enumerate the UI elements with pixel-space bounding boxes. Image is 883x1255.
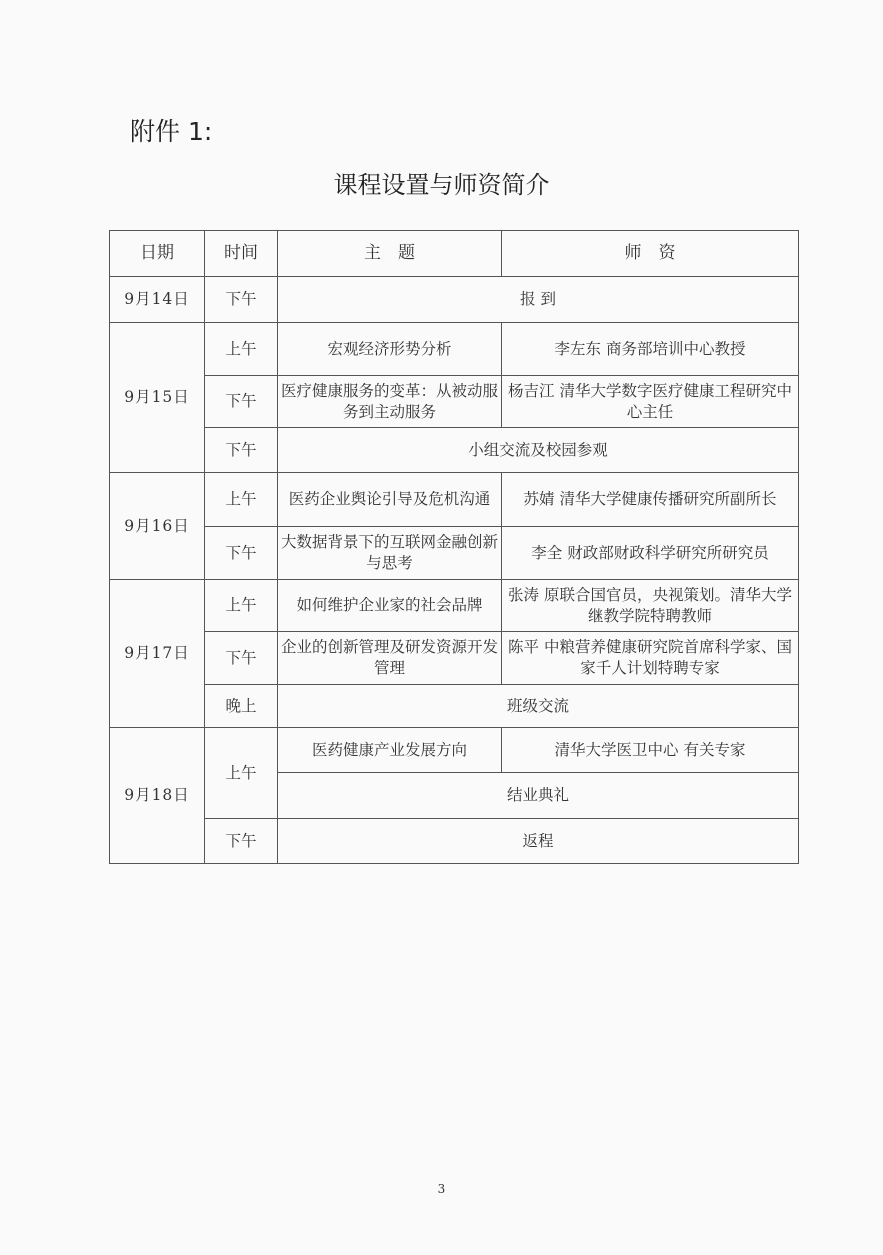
faculty-cell: 李全 财政部财政科学研究所研究员: [502, 527, 799, 580]
attachment-label: 附件 1:: [130, 117, 213, 146]
date-cell: 9月14日: [110, 277, 205, 323]
faculty-cell: 张涛 原联合国官员，央视策划。清华大学继教学院特聘教师: [502, 580, 799, 632]
table-row: [110, 685, 799, 728]
time-cell: 上午: [205, 473, 278, 527]
time-cell: 上午: [205, 580, 278, 632]
faculty-cell: 苏婧 清华大学健康传播研究所副所长: [502, 473, 799, 527]
table-row: [110, 632, 799, 685]
faculty-cell: 清华大学医卫中心 有关专家: [502, 728, 799, 773]
schedule-table: [109, 230, 799, 864]
time-cell: 上午: [205, 323, 278, 376]
topic-cell: 宏观经济形势分析: [278, 323, 502, 376]
merged-activity-cell: 小组交流及校园参观: [278, 428, 799, 473]
merged-activity-cell: 结业典礼: [278, 773, 799, 819]
header-time: 时间: [205, 231, 278, 277]
faculty-cell: 杨吉江 清华大学数字医疗健康工程研究中心主任: [502, 376, 799, 428]
topic-cell: 医疗健康服务的变革：从被动服务到主动服务: [278, 376, 502, 428]
header-faculty: 师 资: [502, 231, 799, 277]
date-cell: 9月17日: [110, 580, 205, 728]
merged-activity-cell: 返程: [278, 819, 799, 864]
merged-activity-cell: 班级交流: [278, 685, 799, 728]
merged-activity-cell: 报 到: [278, 277, 799, 323]
topic-cell: 医药企业舆论引导及危机沟通: [278, 473, 502, 527]
topic-cell: 企业的创新管理及研发资源开发管理: [278, 632, 502, 685]
table-row: [110, 376, 799, 428]
date-cell: 9月15日: [110, 323, 205, 473]
time-cell: 下午: [205, 819, 278, 864]
table-row: [110, 473, 799, 527]
time-cell: 下午: [205, 632, 278, 685]
time-cell: 下午: [205, 527, 278, 580]
time-cell: 下午: [205, 376, 278, 428]
page-number: 3: [437, 1182, 446, 1196]
time-cell: 晚上: [205, 685, 278, 728]
date-cell: 9月16日: [110, 473, 205, 580]
date-cell: 9月18日: [110, 728, 205, 864]
table-header-row: [110, 231, 799, 277]
faculty-cell: 李左东 商务部培训中心教授: [502, 323, 799, 376]
page-title: 课程设置与师资简介: [333, 171, 550, 199]
table-row: [110, 428, 799, 473]
faculty-cell: 陈平 中粮营养健康研究院首席科学家、国家千人计划特聘专家: [502, 632, 799, 685]
header-topic: 主 题: [278, 231, 502, 277]
time-cell: 下午: [205, 277, 278, 323]
time-cell: 上午: [205, 728, 278, 819]
topic-cell: 如何维护企业家的社会品牌: [278, 580, 502, 632]
table-row: [110, 819, 799, 864]
table-row: [110, 527, 799, 580]
topic-cell: 医药健康产业发展方向: [278, 728, 502, 773]
table-row: [110, 323, 799, 376]
time-cell: 下午: [205, 428, 278, 473]
header-date: 日期: [110, 231, 205, 277]
table-row: [110, 277, 799, 323]
table-row: [110, 728, 799, 773]
topic-cell: 大数据背景下的互联网金融创新与思考: [278, 527, 502, 580]
table-row: [110, 580, 799, 632]
